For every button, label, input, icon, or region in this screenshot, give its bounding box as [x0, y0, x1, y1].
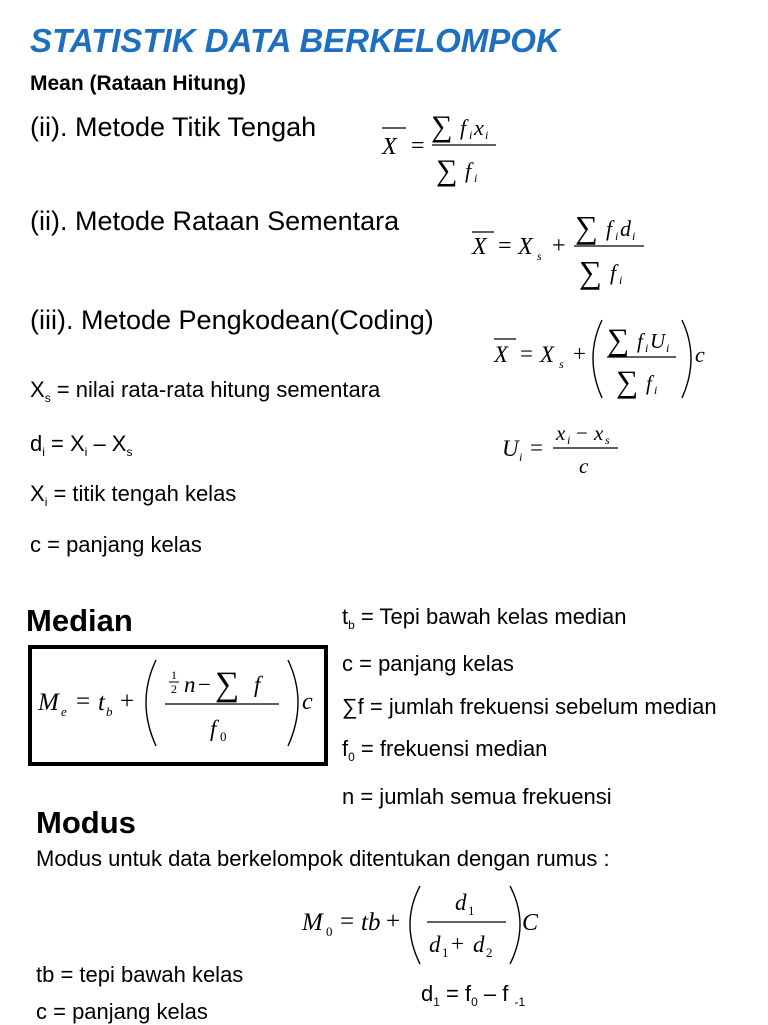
- svg-text:tb: tb: [361, 909, 381, 936]
- svg-text:0: 0: [326, 924, 333, 939]
- svg-text:c: c: [302, 689, 313, 715]
- svg-text:f: f: [637, 329, 643, 353]
- svg-text:i: i: [645, 341, 649, 355]
- svg-text:X: X: [494, 342, 509, 367]
- modus-definition-tb: tb = tepi bawah kelas: [36, 962, 244, 987]
- svg-text:2: 2: [486, 945, 493, 960]
- svg-text:M: M: [38, 689, 59, 716]
- svg-text:i: i: [632, 229, 636, 243]
- svg-text:+: +: [573, 341, 586, 366]
- svg-text:i: i: [654, 383, 658, 397]
- method-midpoint-label: (ii). Metode Titik Tengah: [30, 112, 317, 142]
- svg-text:i: i: [469, 128, 473, 142]
- svg-text:n: n: [184, 672, 196, 697]
- median-definition-sumf: ∑f = jumlah frekuensi sebelum median: [342, 694, 717, 719]
- svg-text:1: 1: [171, 668, 177, 682]
- modus-intro: Modus untuk data berkelompok ditentukan dengan rumus :: [36, 846, 610, 871]
- formula-median: [32, 652, 322, 756]
- svg-text:−: −: [198, 672, 211, 697]
- svg-text:d: d: [455, 890, 467, 915]
- modus-heading: Modus: [36, 805, 136, 840]
- definition-xi: $X_i$ = titik tengah kelas: [30, 481, 237, 509]
- svg-text:∑: ∑: [431, 110, 453, 143]
- formula-assumed-mean: [468, 200, 668, 290]
- svg-text:s: s: [537, 249, 542, 263]
- svg-text:+: +: [552, 233, 566, 259]
- median-definition-n: n = jumlah semua frekuensi: [342, 784, 612, 809]
- svg-text:+: +: [120, 688, 135, 715]
- svg-text:∑: ∑: [575, 209, 598, 245]
- svg-text:d: d: [473, 932, 485, 957]
- svg-text:M: M: [302, 909, 323, 936]
- svg-text:i: i: [615, 229, 619, 243]
- svg-text:∑: ∑: [436, 154, 458, 187]
- method-assumed-mean-label: (ii). Metode Rataan Sementara: [30, 206, 400, 236]
- median-definition-tb: $t_b$ = Tepi bawah kelas median: [342, 604, 627, 632]
- svg-text:b: b: [106, 704, 113, 719]
- definition-xs: $X_s$ = nilai rata-rata hitung sementara: [30, 377, 381, 405]
- svg-text:f: f: [210, 716, 217, 741]
- formula-modus: [300, 882, 550, 968]
- svg-text:0: 0: [220, 729, 227, 744]
- svg-text:f: f: [254, 672, 261, 697]
- svg-text:s: s: [605, 433, 610, 447]
- svg-text:x: x: [474, 115, 484, 140]
- formula-midpoint: [378, 108, 508, 188]
- modus-definition-c: c = panjang kelas: [36, 999, 208, 1024]
- svg-text:+: +: [386, 908, 401, 935]
- svg-text:=: =: [411, 133, 425, 159]
- svg-text:f: f: [606, 216, 613, 241]
- svg-text:f: f: [460, 115, 467, 140]
- svg-text:c: c: [579, 454, 589, 478]
- svg-text:=: =: [498, 233, 512, 259]
- svg-text:∑: ∑: [579, 254, 602, 290]
- svg-text:i: i: [567, 433, 571, 447]
- svg-text:U: U: [650, 329, 666, 353]
- svg-text:=: =: [520, 341, 533, 366]
- svg-text:f: f: [646, 371, 652, 395]
- svg-text:i: i: [519, 450, 523, 464]
- svg-text:U: U: [502, 436, 519, 461]
- mean-subtitle: Mean (Rataan Hitung): [30, 72, 246, 95]
- svg-text:=: =: [76, 688, 91, 715]
- svg-text:t: t: [98, 689, 105, 716]
- svg-text:−: −: [576, 421, 588, 445]
- svg-text:i: i: [485, 128, 489, 142]
- svg-text:f: f: [465, 158, 472, 183]
- median-definition-c: c = panjang kelas: [342, 651, 514, 676]
- svg-text:s: s: [559, 357, 564, 371]
- modus-definition-d1: $d_1 = f_0 - f$ $_{-1}$: [421, 981, 526, 1009]
- page-title: STATISTIK DATA BERKELOMPOK: [30, 22, 560, 59]
- svg-text:X: X: [382, 134, 397, 160]
- svg-text:=: =: [530, 435, 543, 460]
- svg-text:c: c: [695, 342, 705, 367]
- svg-text:i: i: [474, 171, 478, 185]
- svg-text:1: 1: [442, 945, 449, 960]
- svg-text:d: d: [620, 216, 631, 241]
- svg-text:e: e: [61, 704, 67, 719]
- formula-coding-u: [498, 418, 628, 482]
- svg-text:+: +: [451, 931, 464, 956]
- svg-text:x: x: [556, 421, 566, 445]
- svg-text:f: f: [610, 260, 617, 285]
- svg-text:1: 1: [468, 903, 475, 918]
- svg-text:C: C: [522, 910, 539, 936]
- definition-c: c = panjang kelas: [30, 532, 202, 557]
- svg-text:∑: ∑: [215, 666, 240, 703]
- svg-text:∑: ∑: [616, 364, 639, 399]
- svg-text:X: X: [472, 234, 487, 260]
- median-definition-f0: $f_0$ = frekuensi median: [342, 736, 548, 764]
- svg-text:X: X: [518, 234, 533, 260]
- svg-text:i: i: [619, 273, 623, 287]
- formula-coding: [490, 312, 720, 404]
- svg-text:∑: ∑: [607, 322, 630, 357]
- svg-text:i: i: [666, 341, 670, 355]
- svg-text:x: x: [594, 421, 604, 445]
- method-coding-label: (iii). Metode Pengkodean(Coding): [30, 305, 434, 335]
- svg-text:X: X: [540, 342, 555, 367]
- svg-text:d: d: [429, 932, 441, 957]
- definition-di: $d_i = X_i - X_s$: [30, 431, 133, 459]
- median-heading: Median: [26, 603, 133, 638]
- svg-text:=: =: [340, 908, 355, 935]
- svg-text:2: 2: [171, 682, 177, 696]
